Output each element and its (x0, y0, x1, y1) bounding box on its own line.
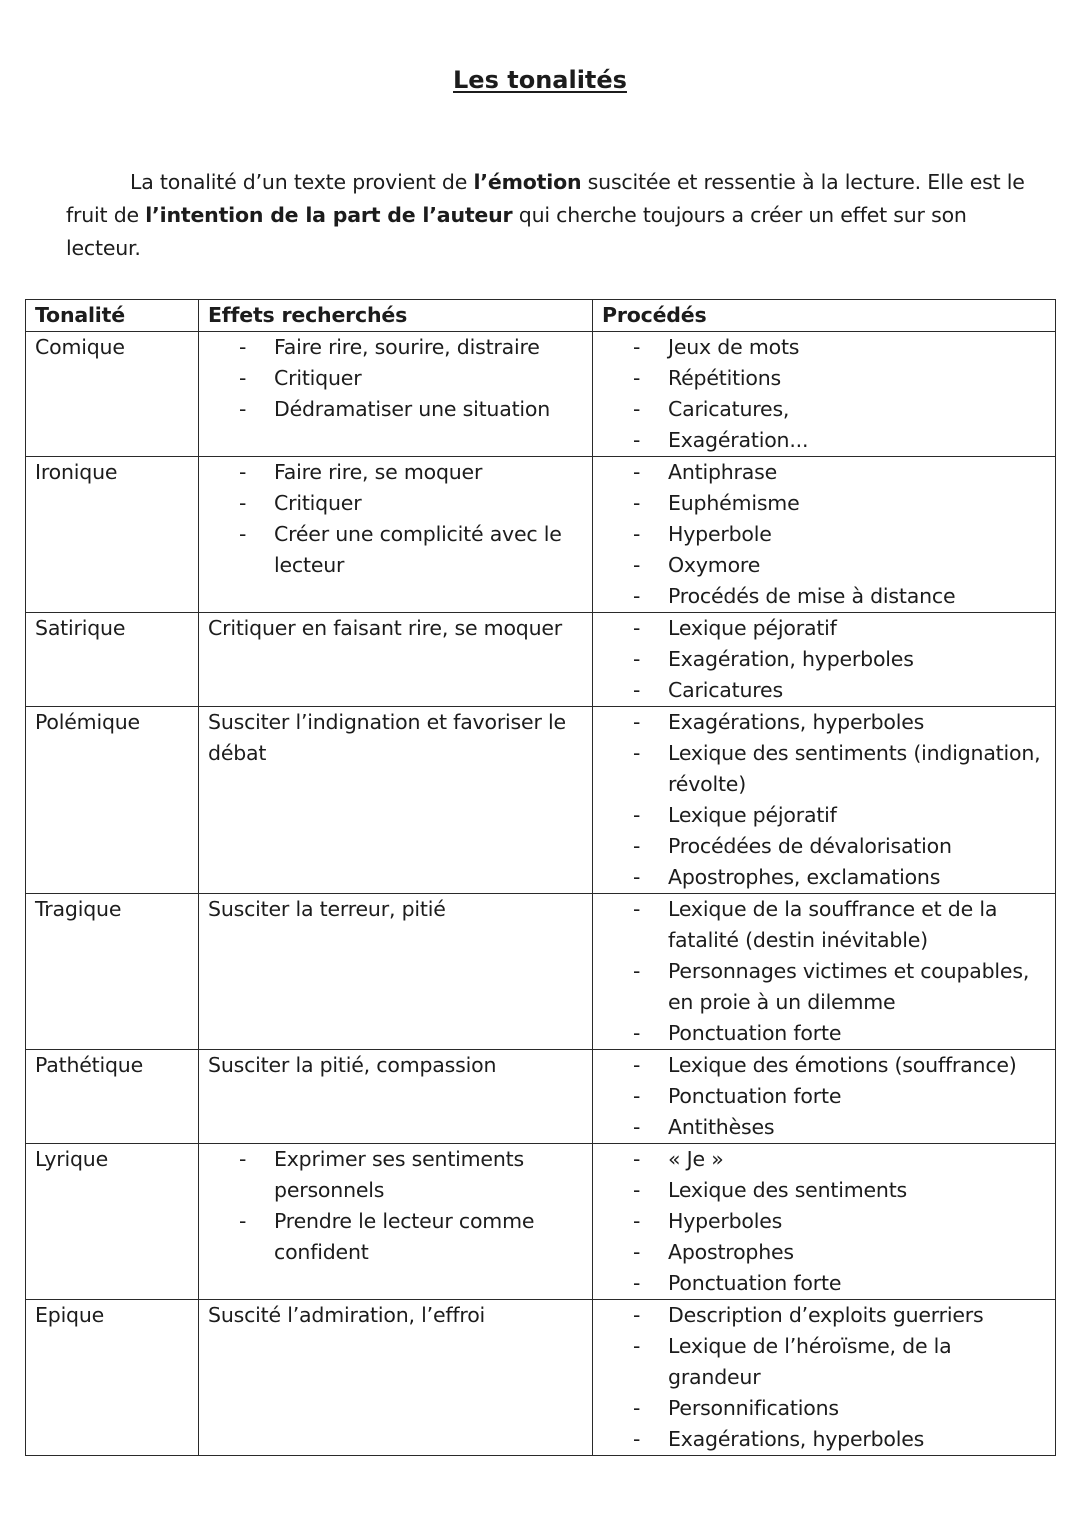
cell-procedes (593, 332, 1056, 457)
list-item: - Lexique des sentiments (indignation, révolte) (668, 738, 1047, 800)
cell-procedes (593, 613, 1056, 707)
list-item: - Hyperboles (668, 1206, 1047, 1237)
intro-bold-intention: l’intention de la part de l’auteur (145, 203, 513, 227)
cell-tonalite: Tragique (26, 894, 199, 1050)
list-item: - Antithèses (668, 1112, 1047, 1143)
list-item: - Description d’exploits guerriers (668, 1300, 1047, 1331)
list-item: - Procédées de dévalorisation (668, 831, 1047, 862)
cell-effets (199, 332, 593, 457)
list-item: - Prendre le lecteur comme confident (274, 1206, 584, 1268)
list-item: - Dédramatiser une situation (274, 394, 584, 425)
table-row (26, 613, 1056, 707)
effets-list (208, 1144, 584, 1268)
list-item: - Antiphrase (668, 457, 1047, 488)
intro-bold-emotion: l’émotion (473, 170, 582, 194)
list-item: - Critiquer (274, 488, 584, 519)
cell-procedes (593, 1144, 1056, 1300)
list-item: - Lexique de la souffrance et de la fatalité (destin inévitable) (668, 894, 1047, 956)
cell-tonalite: Ironique (26, 457, 199, 613)
cell-effets (199, 457, 593, 613)
cell-procedes (593, 457, 1056, 613)
list-item: - « Je » (668, 1144, 1047, 1175)
procedes-list (602, 457, 1047, 612)
cell-effets (199, 1144, 593, 1300)
cell-tonalite: Epique (26, 1300, 199, 1456)
effets-list (208, 332, 584, 425)
list-item: - Caricatures, (668, 394, 1047, 425)
cell-procedes (593, 1300, 1056, 1456)
cell-effets: Susciter la terreur, pitié (199, 894, 593, 1050)
table-row (26, 1300, 1056, 1456)
list-item: - Apostrophes, exclamations (668, 862, 1047, 893)
cell-effets: Susciter l’indignation et favoriser le débat (199, 707, 593, 894)
page-title: Les tonalités (453, 66, 627, 94)
cell-procedes (593, 1050, 1056, 1144)
procedes-list (602, 1050, 1047, 1143)
procedes-list (602, 1300, 1047, 1455)
list-item: - Lexique péjoratif (668, 613, 1047, 644)
list-item: - Caricatures (668, 675, 1047, 706)
list-item: - Exagération... (668, 425, 1047, 456)
cell-effets: Critiquer en faisant rire, se moquer (199, 613, 593, 707)
list-item: - Exagération, hyperboles (668, 644, 1047, 675)
cell-tonalite: Satirique (26, 613, 199, 707)
list-item: - Oxymore (668, 550, 1047, 581)
intro-text-3: qui cherche toujours a créer un effet sur son lecteur. (66, 203, 967, 260)
effets-list (208, 457, 584, 581)
list-item: - Lexique des sentiments (668, 1175, 1047, 1206)
cell-procedes (593, 894, 1056, 1050)
cell-tonalite: Comique (26, 332, 199, 457)
procedes-list (602, 1144, 1047, 1299)
list-item: - Procédés de mise à distance (668, 581, 1047, 612)
list-item: - Lexique de l’héroïsme, de la grandeur (668, 1331, 1047, 1393)
table-row (26, 332, 1056, 457)
table-header-row (26, 300, 1056, 332)
cell-tonalite: Pathétique (26, 1050, 199, 1144)
tonalites-table (25, 299, 1056, 1456)
procedes-list (602, 613, 1047, 706)
table-row (26, 457, 1056, 613)
list-item: - Lexique péjoratif (668, 800, 1047, 831)
table-row (26, 707, 1056, 894)
list-item: - Répétitions (668, 363, 1047, 394)
header-effets: Effets recherchés (199, 300, 593, 332)
procedes-list (602, 707, 1047, 893)
list-item: - Personnifications (668, 1393, 1047, 1424)
list-item: - Ponctuation forte (668, 1081, 1047, 1112)
cell-tonalite: Polémique (26, 707, 199, 894)
procedes-list (602, 894, 1047, 1049)
header-procedes: Procédés (593, 300, 1056, 332)
table-row (26, 1050, 1056, 1144)
cell-effets: Susciter la pitié, compassion (199, 1050, 593, 1144)
list-item: - Ponctuation forte (668, 1018, 1047, 1049)
list-item: - Personnages victimes et coupables, en proie à un dilemme (668, 956, 1047, 1018)
list-item: - Exprimer ses sentiments personnels (274, 1144, 584, 1206)
table-row (26, 1144, 1056, 1300)
list-item: - Euphémisme (668, 488, 1047, 519)
intro-text-1: La tonalité d’un texte provient de (130, 170, 474, 194)
list-item: - Hyperbole (668, 519, 1047, 550)
intro-text-2: suscitée et ressentie à la lecture. Elle est le fruit de (66, 170, 1025, 227)
list-item: - Lexique des émotions (souffrance) (668, 1050, 1047, 1081)
header-tonalite: Tonalité (26, 300, 199, 332)
table-row (26, 894, 1056, 1050)
list-item: - Créer une complicité avec le lecteur (274, 519, 584, 581)
list-item: - Jeux de mots (668, 332, 1047, 363)
procedes-list (602, 332, 1047, 456)
intro-paragraph (66, 166, 1026, 265)
list-item: - Exagérations, hyperboles (668, 1424, 1047, 1455)
cell-procedes (593, 707, 1056, 894)
list-item: - Ponctuation forte (668, 1268, 1047, 1299)
cell-effets: Suscité l’admiration, l’effroi (199, 1300, 593, 1456)
cell-tonalite: Lyrique (26, 1144, 199, 1300)
list-item: - Exagérations, hyperboles (668, 707, 1047, 738)
list-item: - Faire rire, sourire, distraire (274, 332, 584, 363)
list-item: - Critiquer (274, 363, 584, 394)
list-item: - Apostrophes (668, 1237, 1047, 1268)
list-item: - Faire rire, se moquer (274, 457, 584, 488)
